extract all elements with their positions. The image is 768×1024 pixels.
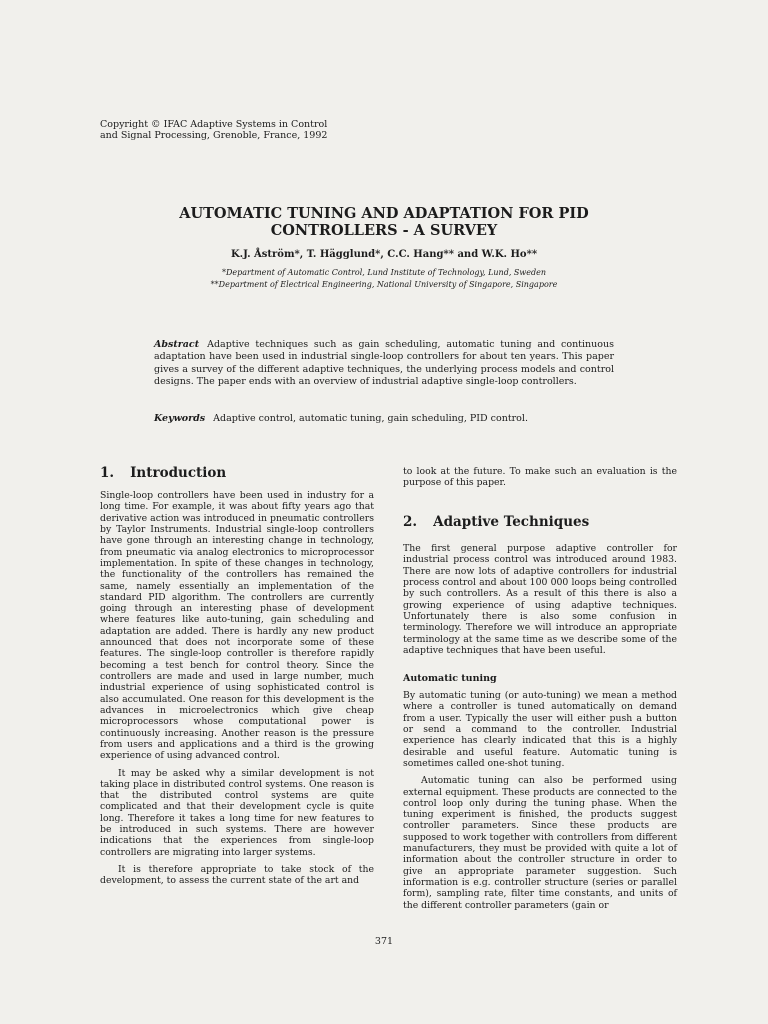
paper-authors: K.J. Åström*, T. Hägglund*, C.C. Hang** and W.K. Ho** [230, 249, 538, 260]
section-2-title: Adaptive Techniques [433, 514, 590, 530]
right-column-top [403, 466, 677, 495]
subsection-heading-automatic-tuning: Automatic tuning [403, 673, 497, 684]
adaptive-paragraph-1: The first general purpose adaptive controller for industrial process control was introduced around 1983. There are now lots of adaptive controllers for industrial process control and about 100 000 loops being controlled by such controllers. As a result of this there is also a growing experience of using adaptive techniques. Unfortunately there is also some confusion in terminology. Therefore we will introduce an appropriate terminology at the same time as we describe some of the adaptive techniques that have been useful. [403, 543, 677, 656]
page-number: 371 [374, 936, 394, 947]
abstract [154, 339, 614, 389]
keywords-label: Keywords [154, 413, 206, 424]
abstract-label: Abstract [154, 339, 200, 350]
section-2-automatic-tuning [403, 690, 677, 917]
intro-paragraph-3-continued: to look at the future. To make such an evaluation is the purpose of this paper. [403, 466, 677, 489]
keywords-text: Adaptive control, automatic tuning, gain scheduling, PID control. [213, 413, 528, 424]
copyright-line-2: and Signal Processing, Grenoble, France, 1992 [100, 130, 328, 141]
adaptive-paragraph-2: By automatic tuning (or auto-tuning) we mean a method where a controller is tuned automatically on demand from a user. Typically the user will either push a button or send a command to the controller. Industrial experience has clearly indicated that this is a highly desirable and useful feature. Automatic tuning is sometimes called one-shot tuning. [403, 690, 677, 769]
paper-title-line-2: CONTROLLERS - A SURVEY [270, 222, 498, 239]
section-2-intro [403, 543, 677, 662]
affiliation-line-2: **Department of Electrical Engineering, National University of Singapore, Singapore [210, 280, 558, 289]
section-1-title: Introduction [130, 465, 227, 481]
section-2-heading [403, 514, 589, 530]
paper-title [0, 205, 768, 239]
keywords [154, 413, 614, 425]
abstract-text: Adaptive techniques such as gain scheduling, automatic tuning and continuous adaptation have been used in industrial single-loop controllers for about ten years. This paper gives a survey of the different adaptive techniques, the underlying process models and control designs. The paper ends with an overview of industrial adaptive single-loop controllers. [154, 339, 614, 388]
intro-paragraph-2: It may be asked why a similar development is not taking place in distributed control systems. One reason is that the distributed control systems are quite complicated and that their development cycle is quite long. Therefore it takes a long time for new features to be introduced in such systems. There are however indications that the experiences from single-loop controllers are migrating into larger systems. [100, 767, 374, 858]
copyright-notice [100, 119, 360, 141]
author-affiliations [0, 267, 768, 291]
intro-paragraph-1: Single-loop controllers have been used in industry for a long time. For example, it was about fifty years ago that derivative action was introduced in pneumatic controllers by Taylor Instruments. Industrial single-loop controllers have gone through an interesting change in technology, from pneumatic via analog electronics to microprocessor implementation. In spite of these changes in technology, the functionality of the controllers has remained the same, namely essentially an implementation of the standard PID algorithm. The controllers are currently going through an interesting phase of development where features like auto-tuning, gain scheduling and adaptation are added. There is hardly any new product announced that does not incorporate some of these features. The single-loop controller is therefore rapidly becoming a test bench for control theory. Since the controllers are made and used in large number, much industrial experience of using sophisticated control is also accumulated. One reason for this development is the advances in microelectronics which give cheap microprocessors whose computational power is continuously increasing. Another reason is the pressure from users and applications and a third is the growing experience of using advanced control. [100, 490, 374, 762]
left-column [100, 490, 374, 893]
section-1-number: 1. [100, 465, 115, 481]
adaptive-paragraph-3: Automatic tuning can also be performed using external equipment. These products are connected to the control loop only during the tuning phase. When the tuning experiment is finished, the products suggest controller parameters. Since these products are supposed to work together with controllers from different manufacturers, they must be provided with quite a lot of information about the controller structure in order to give an appropriate parameter suggestion. Such information is e.g. controller structure (series or parallel form), sampling rate, filter time constants, and units of the different controller parameters (gain or [403, 775, 677, 911]
paper-title-line-1: AUTOMATIC TUNING AND ADAPTATION FOR PID [179, 205, 589, 222]
intro-paragraph-3: It is therefore appropriate to take stock of the development, to assess the current state of the art and [100, 864, 374, 887]
section-2-number: 2. [403, 514, 418, 530]
affiliation-line-1: *Department of Automatic Control, Lund Institute of Technology, Lund, Sweden [222, 268, 546, 277]
copyright-line-1: Copyright © IFAC Adaptive Systems in Control [100, 119, 328, 130]
section-1-heading [100, 465, 226, 481]
